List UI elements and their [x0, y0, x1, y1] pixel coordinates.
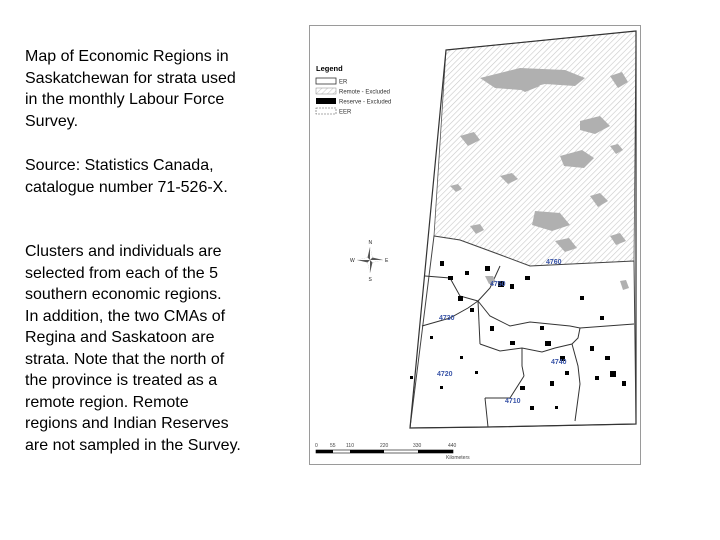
- legend-swatch-reserve: [316, 98, 336, 104]
- source-citation: [25, 155, 290, 198]
- body-line: remote region. Remote: [25, 393, 189, 411]
- compass-west: W: [350, 258, 355, 264]
- region-label-4740: 4740: [551, 359, 567, 366]
- title-line: in the monthly Labour Force: [25, 91, 225, 108]
- region-label-4730: 4730: [439, 315, 455, 322]
- description-text: [25, 241, 290, 456]
- compass-north: N: [368, 240, 373, 246]
- body-line: Clusters and individuals are: [25, 243, 222, 260]
- legend-label-remote: Remote - Excluded: [339, 89, 391, 96]
- region-label-4720: 4720: [437, 371, 453, 378]
- region-label-4750: 4750: [490, 281, 506, 288]
- legend-label-eer: EER: [339, 109, 352, 116]
- body-line: In addition, the two CMAs of: [25, 307, 226, 325]
- title-line: Saskatchewan for strata used: [25, 69, 236, 87]
- scale-tick-label: 55: [330, 443, 336, 449]
- map-legend: [316, 64, 391, 116]
- title-line: Map of Economic Regions in: [25, 48, 229, 65]
- region-label-4710: 4710: [505, 398, 521, 405]
- remote-north-region: [434, 31, 636, 266]
- scale-unit: Kilometers: [446, 455, 470, 461]
- legend-title: Legend: [316, 64, 343, 73]
- source-line: catalogue number 71-526-X.: [25, 178, 228, 196]
- source-line: Source: Statistics Canada,: [25, 157, 214, 174]
- scale-tick-label: 110: [346, 443, 354, 449]
- legend-label-reserve: Reserve - Excluded: [339, 99, 392, 106]
- map-svg: [310, 26, 640, 464]
- compass-east: E: [385, 258, 389, 264]
- body-line: southern economic regions.: [25, 286, 222, 303]
- region-label-4760: 4760: [546, 259, 562, 266]
- legend-label-er: ER: [339, 79, 348, 86]
- body-line: regions and Indian Reserves: [25, 415, 229, 432]
- body-line: the province is treated as a: [25, 372, 218, 389]
- body-line: are not sampled in the Survey.: [25, 436, 241, 454]
- scale-tick-label: 440: [448, 443, 457, 449]
- scale-tick-label: 0: [315, 443, 318, 449]
- legend-swatch-eer: [316, 108, 336, 114]
- body-line: selected from each of the 5: [25, 264, 218, 282]
- scale-tick-label: 220: [380, 443, 389, 449]
- scale-bar: [315, 443, 470, 461]
- legend-swatch-remote: [316, 88, 336, 94]
- compass-south: S: [368, 277, 372, 283]
- scale-tick-label: 330: [413, 443, 422, 449]
- title-line: Survey.: [25, 112, 79, 130]
- compass-rose: [350, 240, 389, 283]
- body-line: Regina and Saskatoon are: [25, 329, 215, 346]
- saskatchewan-map: [309, 25, 641, 465]
- legend-swatch-er: [316, 78, 336, 84]
- body-line: strata. Note that the north of: [25, 350, 225, 368]
- map-title: [25, 46, 290, 132]
